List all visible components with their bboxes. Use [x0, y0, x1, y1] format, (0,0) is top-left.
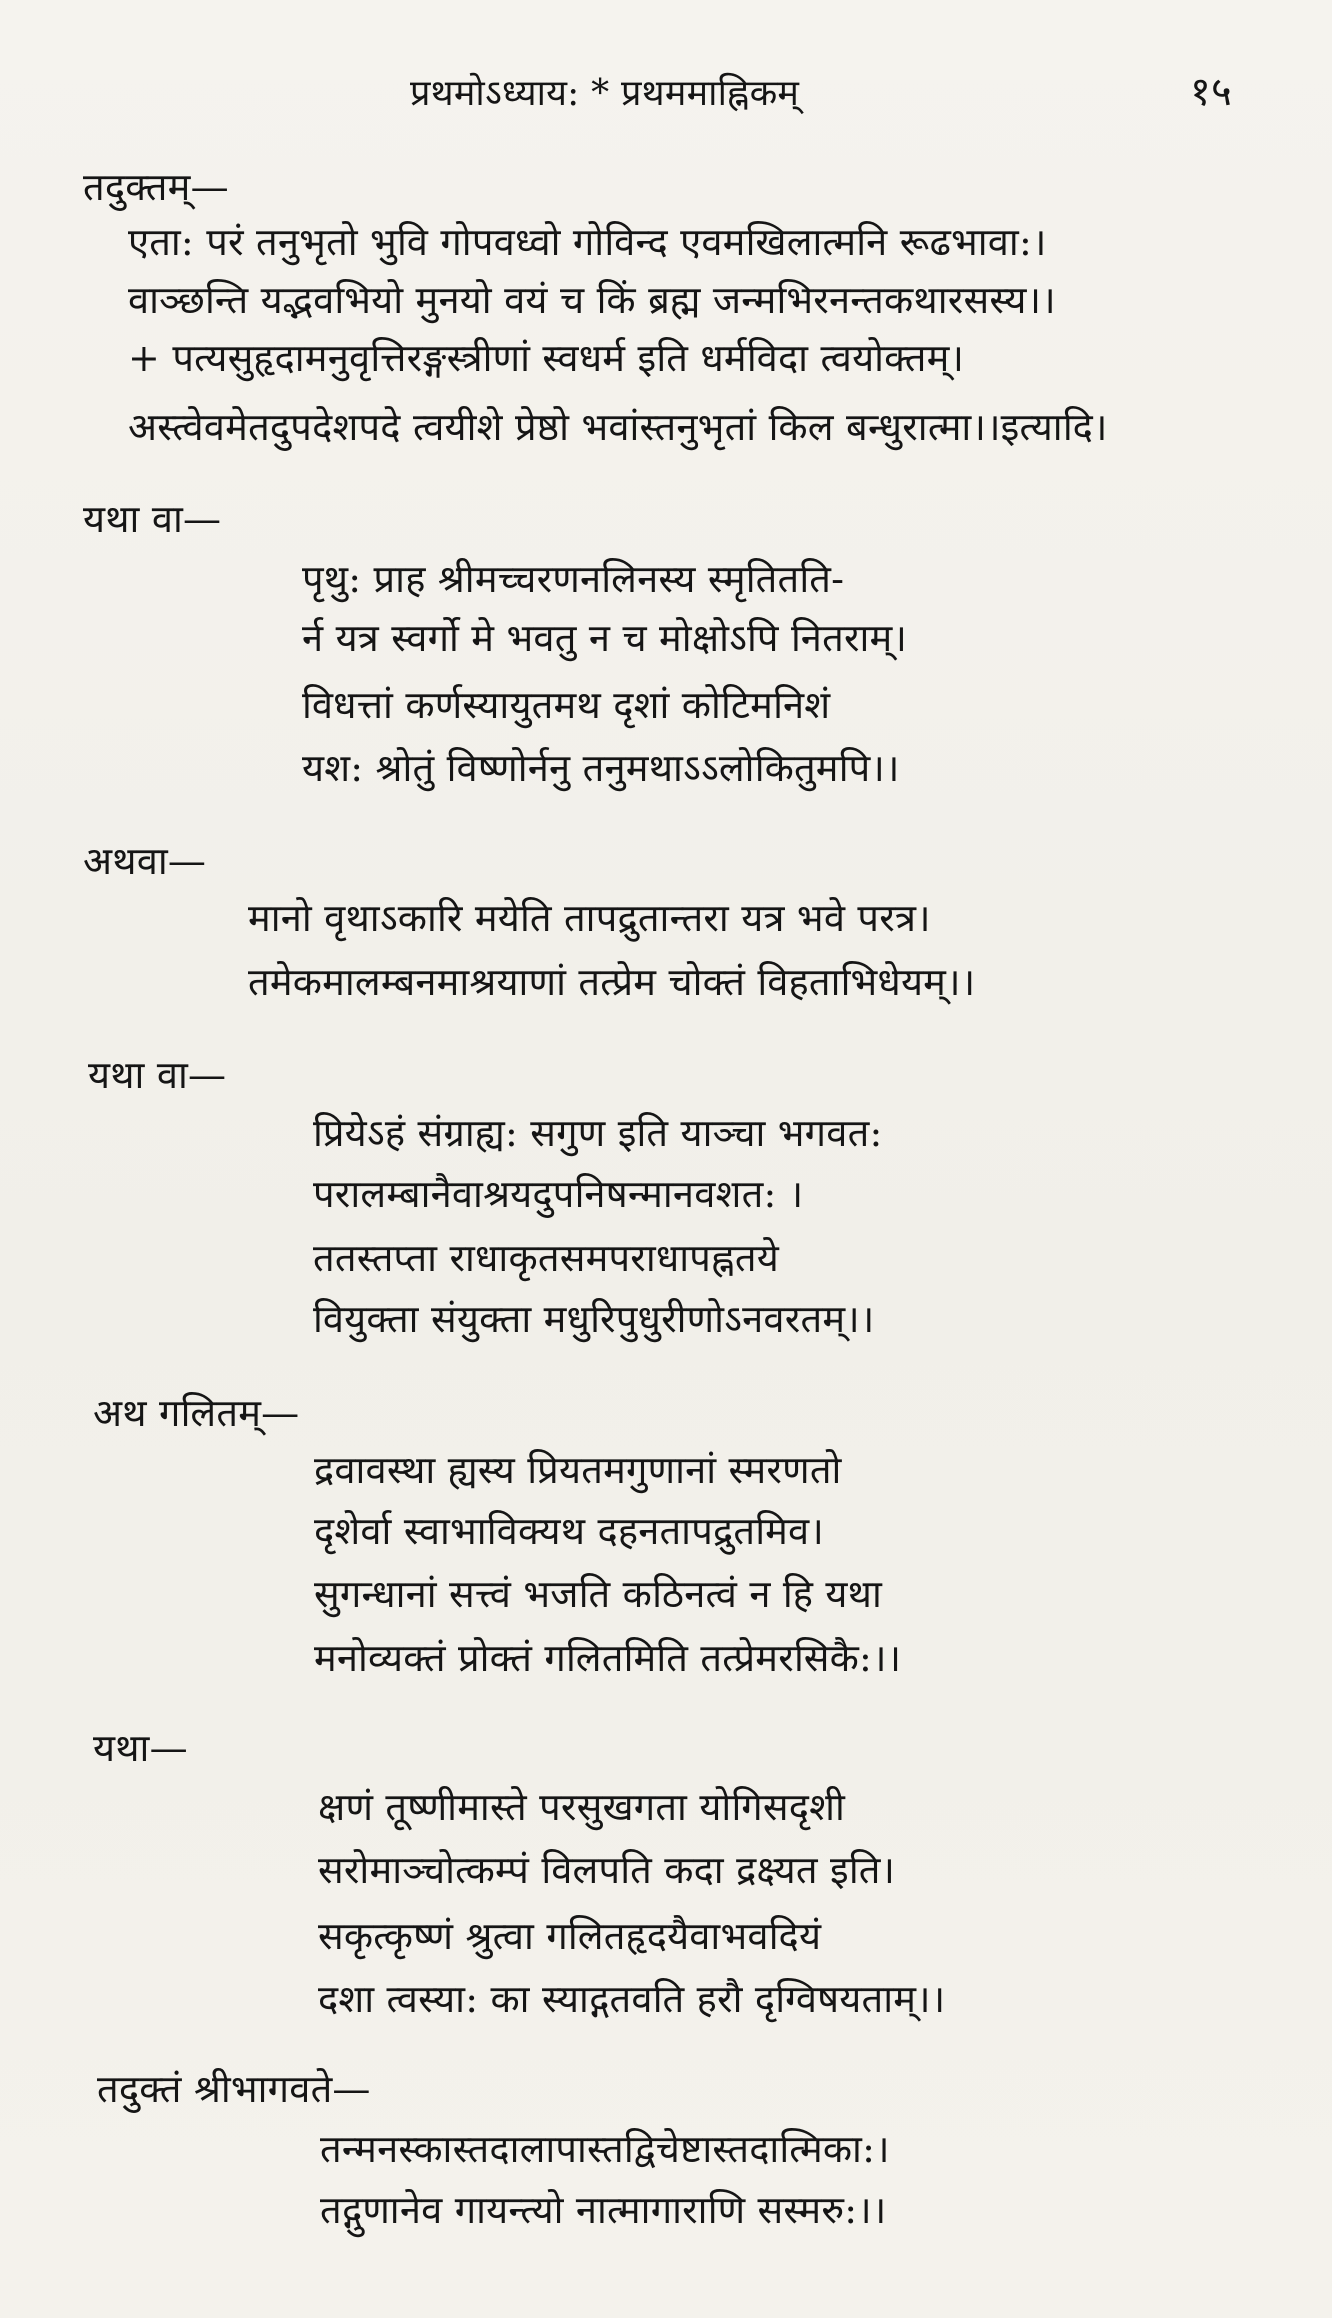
verse-line: यश: श्रोतुं विष्णोर्ननु तनुमथाऽऽलोकितुमपि।। [302, 746, 900, 790]
section-heading: अथ गलितम्— [93, 1391, 300, 1435]
running-title: प्रथमोऽध्याय: * प्रथममाह्निकम् [410, 73, 800, 114]
verse-line: ततस्तप्ता राधाकृतसमपराधापह्नतये [313, 1236, 780, 1280]
verse-line: विधत्तां कर्णस्यायुतमथ दृशां कोटिमनिशं [302, 683, 831, 727]
verse-line: पृथु: प्राह श्रीमच्चरणनलिनस्य स्मृतितति- [302, 557, 845, 601]
verse-line: सकृत्कृष्णं श्रुत्वा गलितहृदयैवाभवदियं [318, 1914, 822, 1958]
section-heading: तदुक्तं श्रीभागवते— [97, 2067, 371, 2111]
verse-line: तमेकमालम्बनमाश्रयाणां तत्प्रेम चोक्तं विहताभिधेयम्।। [248, 960, 976, 1004]
verse-line: सुगन्धानां सत्त्वं भजति कठिनत्वं न हि यथा [314, 1572, 882, 1616]
verse-line: अस्त्वेवमेतदुपदेशपदे त्वयीशे प्रेष्ठो भवांस्तनुभृतां किल बन्धुरात्मा।।इत्यादि। [128, 405, 1108, 449]
section-heading: यथा— [93, 1726, 188, 1770]
section-heading: यथा वा— [83, 497, 222, 541]
verse-line: वियुक्ता संयुक्ता मधुरिपुधुरीणोऽनवरतम्।। [313, 1297, 875, 1341]
verse-line: दृशेर्वा स्वाभाविक्यथ दहनतापद्रुतमिव। [314, 1509, 824, 1553]
section-heading: तदुक्तम्— [83, 165, 229, 209]
verse-line: तद्गुणानेव गायन्त्यो नात्मागाराणि सस्मरु:।। [320, 2188, 887, 2232]
section-heading: यथा वा— [88, 1053, 227, 1097]
page-number: १५ [1190, 69, 1232, 115]
verse-line: एता: परं तनुभृतो भुवि गोपवध्वो गोविन्द एवमखिलात्मनि रूढभावा:। [128, 220, 1047, 264]
verse-line: द्रवावस्था ह्यस्य प्रियतमगुणानां स्मरणतो [314, 1448, 842, 1492]
verse-line: मनोव्यक्तं प्रोक्तं गलितमिति तत्प्रेमरसिकै:।। [314, 1636, 902, 1680]
verse-line: प्रियेऽहं संग्राह्य: सगुण इति याञ्चा भगवत: [313, 1111, 883, 1155]
verse-line: + पत्यसुहृदामनुवृत्तिरङ्गस्त्रीणां स्वधर्म इति धर्मविदा त्वयोक्तम्। [128, 336, 965, 380]
verse-line: र्न यत्र स्वर्गो मे भवतु न च मोक्षोऽपि नितराम्। [302, 616, 908, 660]
verse-line: मानो वृथाऽकारि मयेति तापद्रुतान्तरा यत्र भवे परत्र। [248, 896, 931, 940]
verse-line: क्षणं तूष्णीमास्ते परसुखगता योगिसदृशी [318, 1785, 846, 1829]
section-heading: अथवा— [83, 839, 207, 883]
verse-line: परालम्बानैवाश्रयदुपनिषन्मानवशत: । [313, 1172, 804, 1216]
verse-line: वाञ्छन्ति यद्भवभियो मुनयो वयं च किं ब्रह्म जन्मभिरनन्तकथारसस्य।। [128, 278, 1056, 322]
verse-line: तन्मनस्कास्तदालापास्तद्विचेष्टास्तदात्मिका:। [320, 2127, 890, 2171]
verse-line: दशा त्वस्या: का स्याद्गतवति हरौ दृग्विषयताम्।। [318, 1977, 946, 2021]
verse-line: सरोमाञ्चोत्कम्पं विलपति कदा द्रक्ष्यत इति। [318, 1848, 896, 1892]
